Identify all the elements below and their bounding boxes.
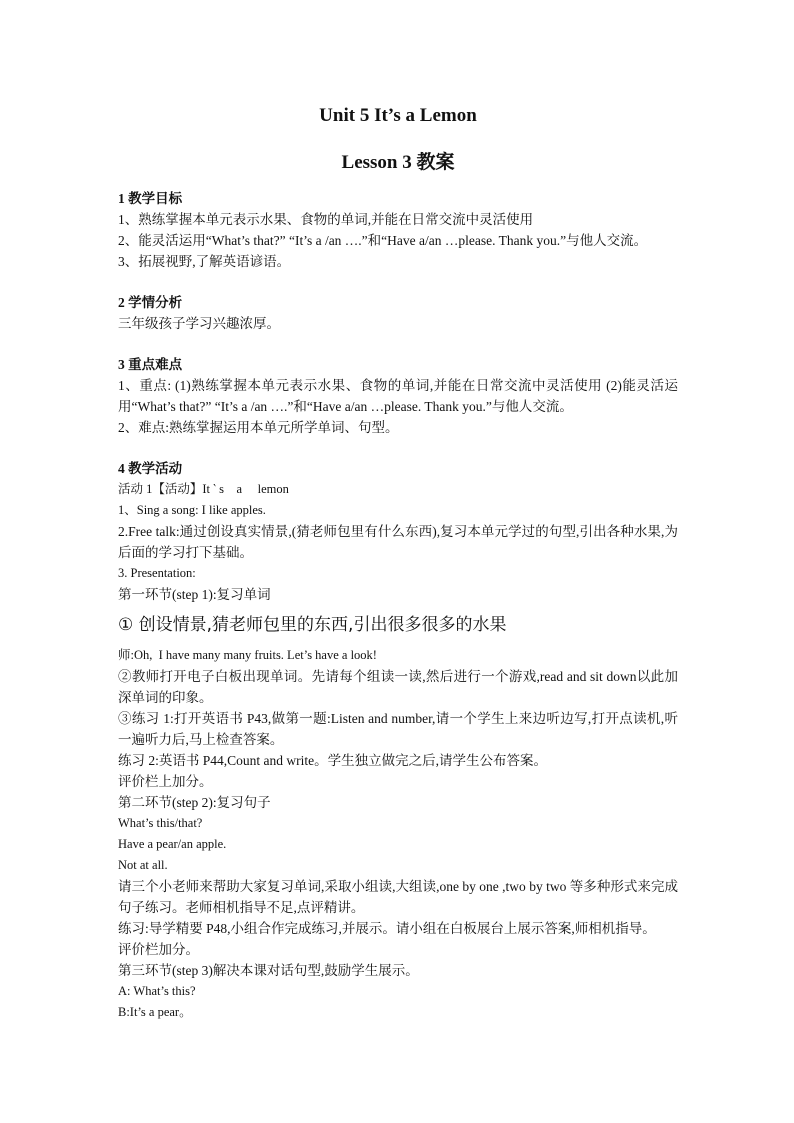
activity-paragraph: 评价栏上加分。 [118,774,213,789]
key-point-paragraph: 1、重点: (1)熟练掌握本单元表示水果、食物的单词,并能在日常交流中灵活使用 (2)能灵活运用“What’s that?” “It’s a /an ….”和“Have a/an …please. Thank you.”与他人交流。 [118,378,678,414]
document-title: Unit 5 It’s a Lemon [319,105,477,126]
activity-line: 3. Presentation: [118,566,196,580]
objective-line: 1、熟练掌握本单元表示水果、食物的单词,并能在日常交流中灵活使用 [118,212,534,227]
step-heading: 第三环节(step 3)解决本课对话句型,鼓励学生展示。 [118,963,419,978]
sentence-line: Not at all. [118,858,168,872]
step-heading: 第一环节(step 1):复习单词 [118,587,271,602]
highlight-line: ① 创设情景,猜老师包里的东西,引出很多很多的水果 [118,615,507,635]
activity-paragraph: 评价栏加分。 [118,942,199,957]
activity-paragraph: ③练习 1:打开英语书 P43,做第一题:Listen and number,请一个学生上来边听边写,打开点读机,听一遍听力后,马上检查答案。 [118,711,678,747]
document-page [118,100,678,1023]
analysis-line: 三年级孩子学习兴趣浓厚。 [118,316,280,331]
step-heading: 第二环节(step 2):复习句子 [118,795,271,810]
section-heading-activities: 4 教学活动 [118,461,183,476]
activity-line: 1、Sing a song: I like apples. [118,503,266,517]
teacher-line: 师:Oh, I have many many fruits. Let’s have a look! [118,648,377,662]
document-subtitle: Lesson 3 教案 [341,152,455,173]
objective-line: 3、拓展视野,了解英语谚语。 [118,254,291,269]
activity-paragraph: 练习:导学精要 P48,小组合作完成练习,并展示。请小组在白板展台上展示答案,师相机指导。 [118,921,656,936]
objective-line: 2、能灵活运用“What’s that?” “It’s a /an ….”和“Have a/an …please. Thank you.”与他人交流。 [118,233,648,248]
section-heading-analysis: 2 学情分析 [118,295,183,310]
activity-line: 2.Free talk:通过创设真实情景,(猜老师包里有什么东西),复习本单元学过的句型,引出各种水果,为后面的学习打下基础。 [118,524,678,560]
dialogue-line: A: What’s this? [118,984,196,998]
sentence-line: What’s this/that? [118,816,203,830]
activity-paragraph: 请三个小老师来帮助大家复习单词,采取小组读,大组读,one by one ,two by two 等多种形式来完成句子练习。老师相机指导不足,点评精讲。 [118,879,678,915]
sentence-line: Have a pear/an apple. [118,837,227,851]
activity-paragraph: 练习 2:英语书 P44,Count and write。学生独立做完之后,请学生公布答案。 [118,753,547,768]
activity-title: 活动 1【活动】It ‵ s a lemon [118,482,289,496]
section-heading-objectives: 1 教学目标 [118,191,183,206]
activity-paragraph: ②教师打开电子白板出现单词。先请每个组读一读,然后进行一个游戏,read and sit down以此加深单词的印象。 [118,669,678,705]
dialogue-line: B:It’s a pear。 [118,1005,192,1019]
section-heading-key-points: 3 重点难点 [118,357,183,372]
difficulty-paragraph: 2、难点:熟练掌握运用本单元所学单词、句型。 [118,420,399,435]
